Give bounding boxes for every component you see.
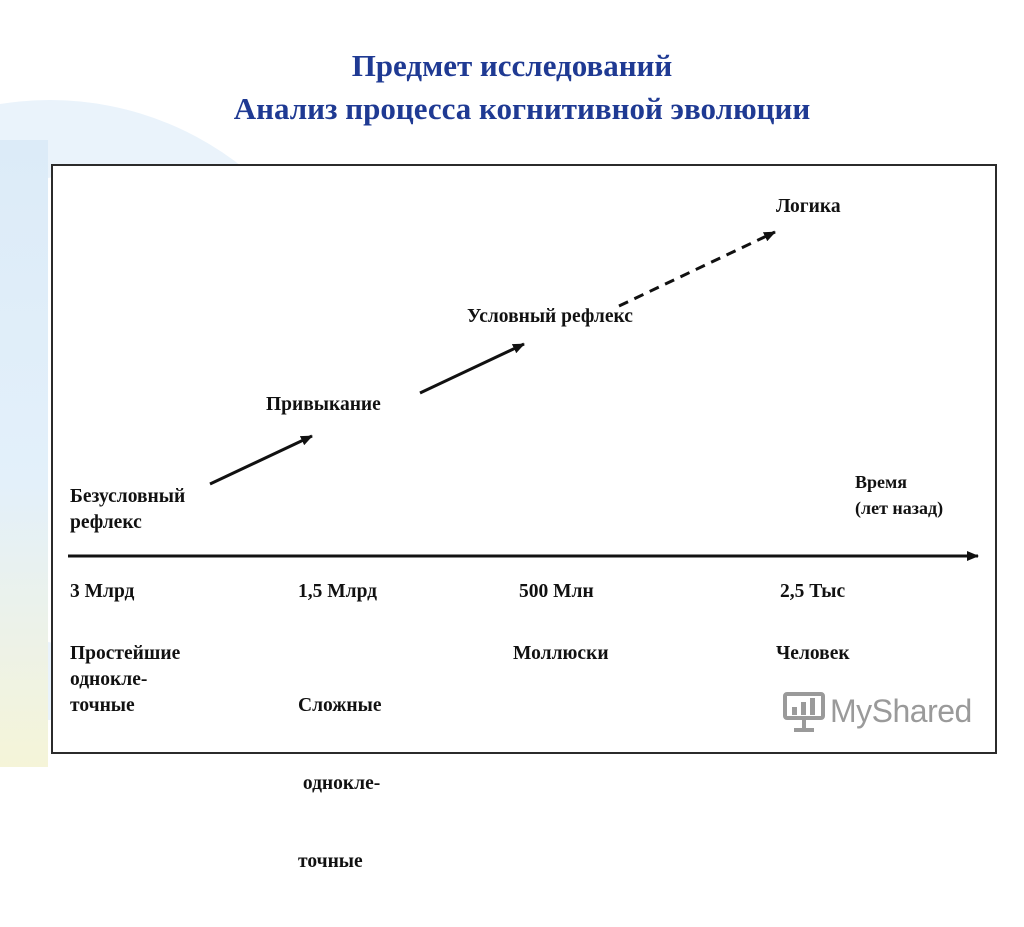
diagram-frame bbox=[51, 164, 997, 872]
presentation-board-icon bbox=[782, 689, 826, 733]
transition-arrow-habituation-to-conditioned bbox=[420, 344, 524, 393]
organism-label bbox=[298, 641, 382, 927]
organism-line: Моллюски bbox=[513, 643, 609, 664]
stage-conditioned-reflex bbox=[467, 304, 633, 330]
stage-habituation bbox=[266, 392, 381, 418]
organism-label bbox=[776, 641, 850, 667]
title-line-2: Анализ процесса когнитивной эволюции bbox=[233, 91, 811, 126]
stage-unconditioned-reflex bbox=[70, 484, 185, 536]
stage-line: Условный рефлекс bbox=[467, 306, 633, 327]
time-label: 2,5 Тыс bbox=[780, 581, 846, 602]
title-line-1: Предмет исследований bbox=[351, 48, 673, 83]
transition-arrow-unconditioned-to-habituation bbox=[210, 436, 312, 484]
background-strip bbox=[0, 140, 48, 767]
organism-label bbox=[513, 641, 609, 667]
organism-label bbox=[70, 641, 180, 719]
time-label: 1,5 Млрд bbox=[298, 581, 378, 602]
watermark-text: MyShared bbox=[830, 692, 972, 729]
transition-arrow-conditioned-to-logic bbox=[619, 232, 775, 306]
slide-title bbox=[0, 44, 1024, 130]
organism-line: Человек bbox=[776, 643, 850, 664]
stage-logic bbox=[776, 194, 841, 220]
stage-line: рефлекс bbox=[70, 512, 142, 533]
organism-line: точные bbox=[298, 851, 363, 872]
organism-line: однокле- bbox=[298, 773, 381, 794]
watermark bbox=[782, 688, 972, 734]
organism-line: точные bbox=[70, 695, 135, 716]
stage-line: Безусловный bbox=[70, 486, 186, 507]
stage-line: Привыкание bbox=[266, 394, 381, 415]
organism-line: Простейшие bbox=[70, 643, 181, 664]
organism-line: Сложные bbox=[298, 695, 382, 716]
axis-label-line-1: Время bbox=[855, 472, 908, 492]
stage-line: Логика bbox=[776, 196, 841, 217]
axis-label-line-2: (лет назад) bbox=[855, 498, 944, 518]
organism-line: однокле- bbox=[70, 669, 148, 690]
time-label: 500 Млн bbox=[519, 581, 594, 602]
axis-label bbox=[855, 469, 943, 521]
time-label: 3 Млрд bbox=[70, 581, 135, 602]
arrows-layer bbox=[210, 232, 775, 484]
